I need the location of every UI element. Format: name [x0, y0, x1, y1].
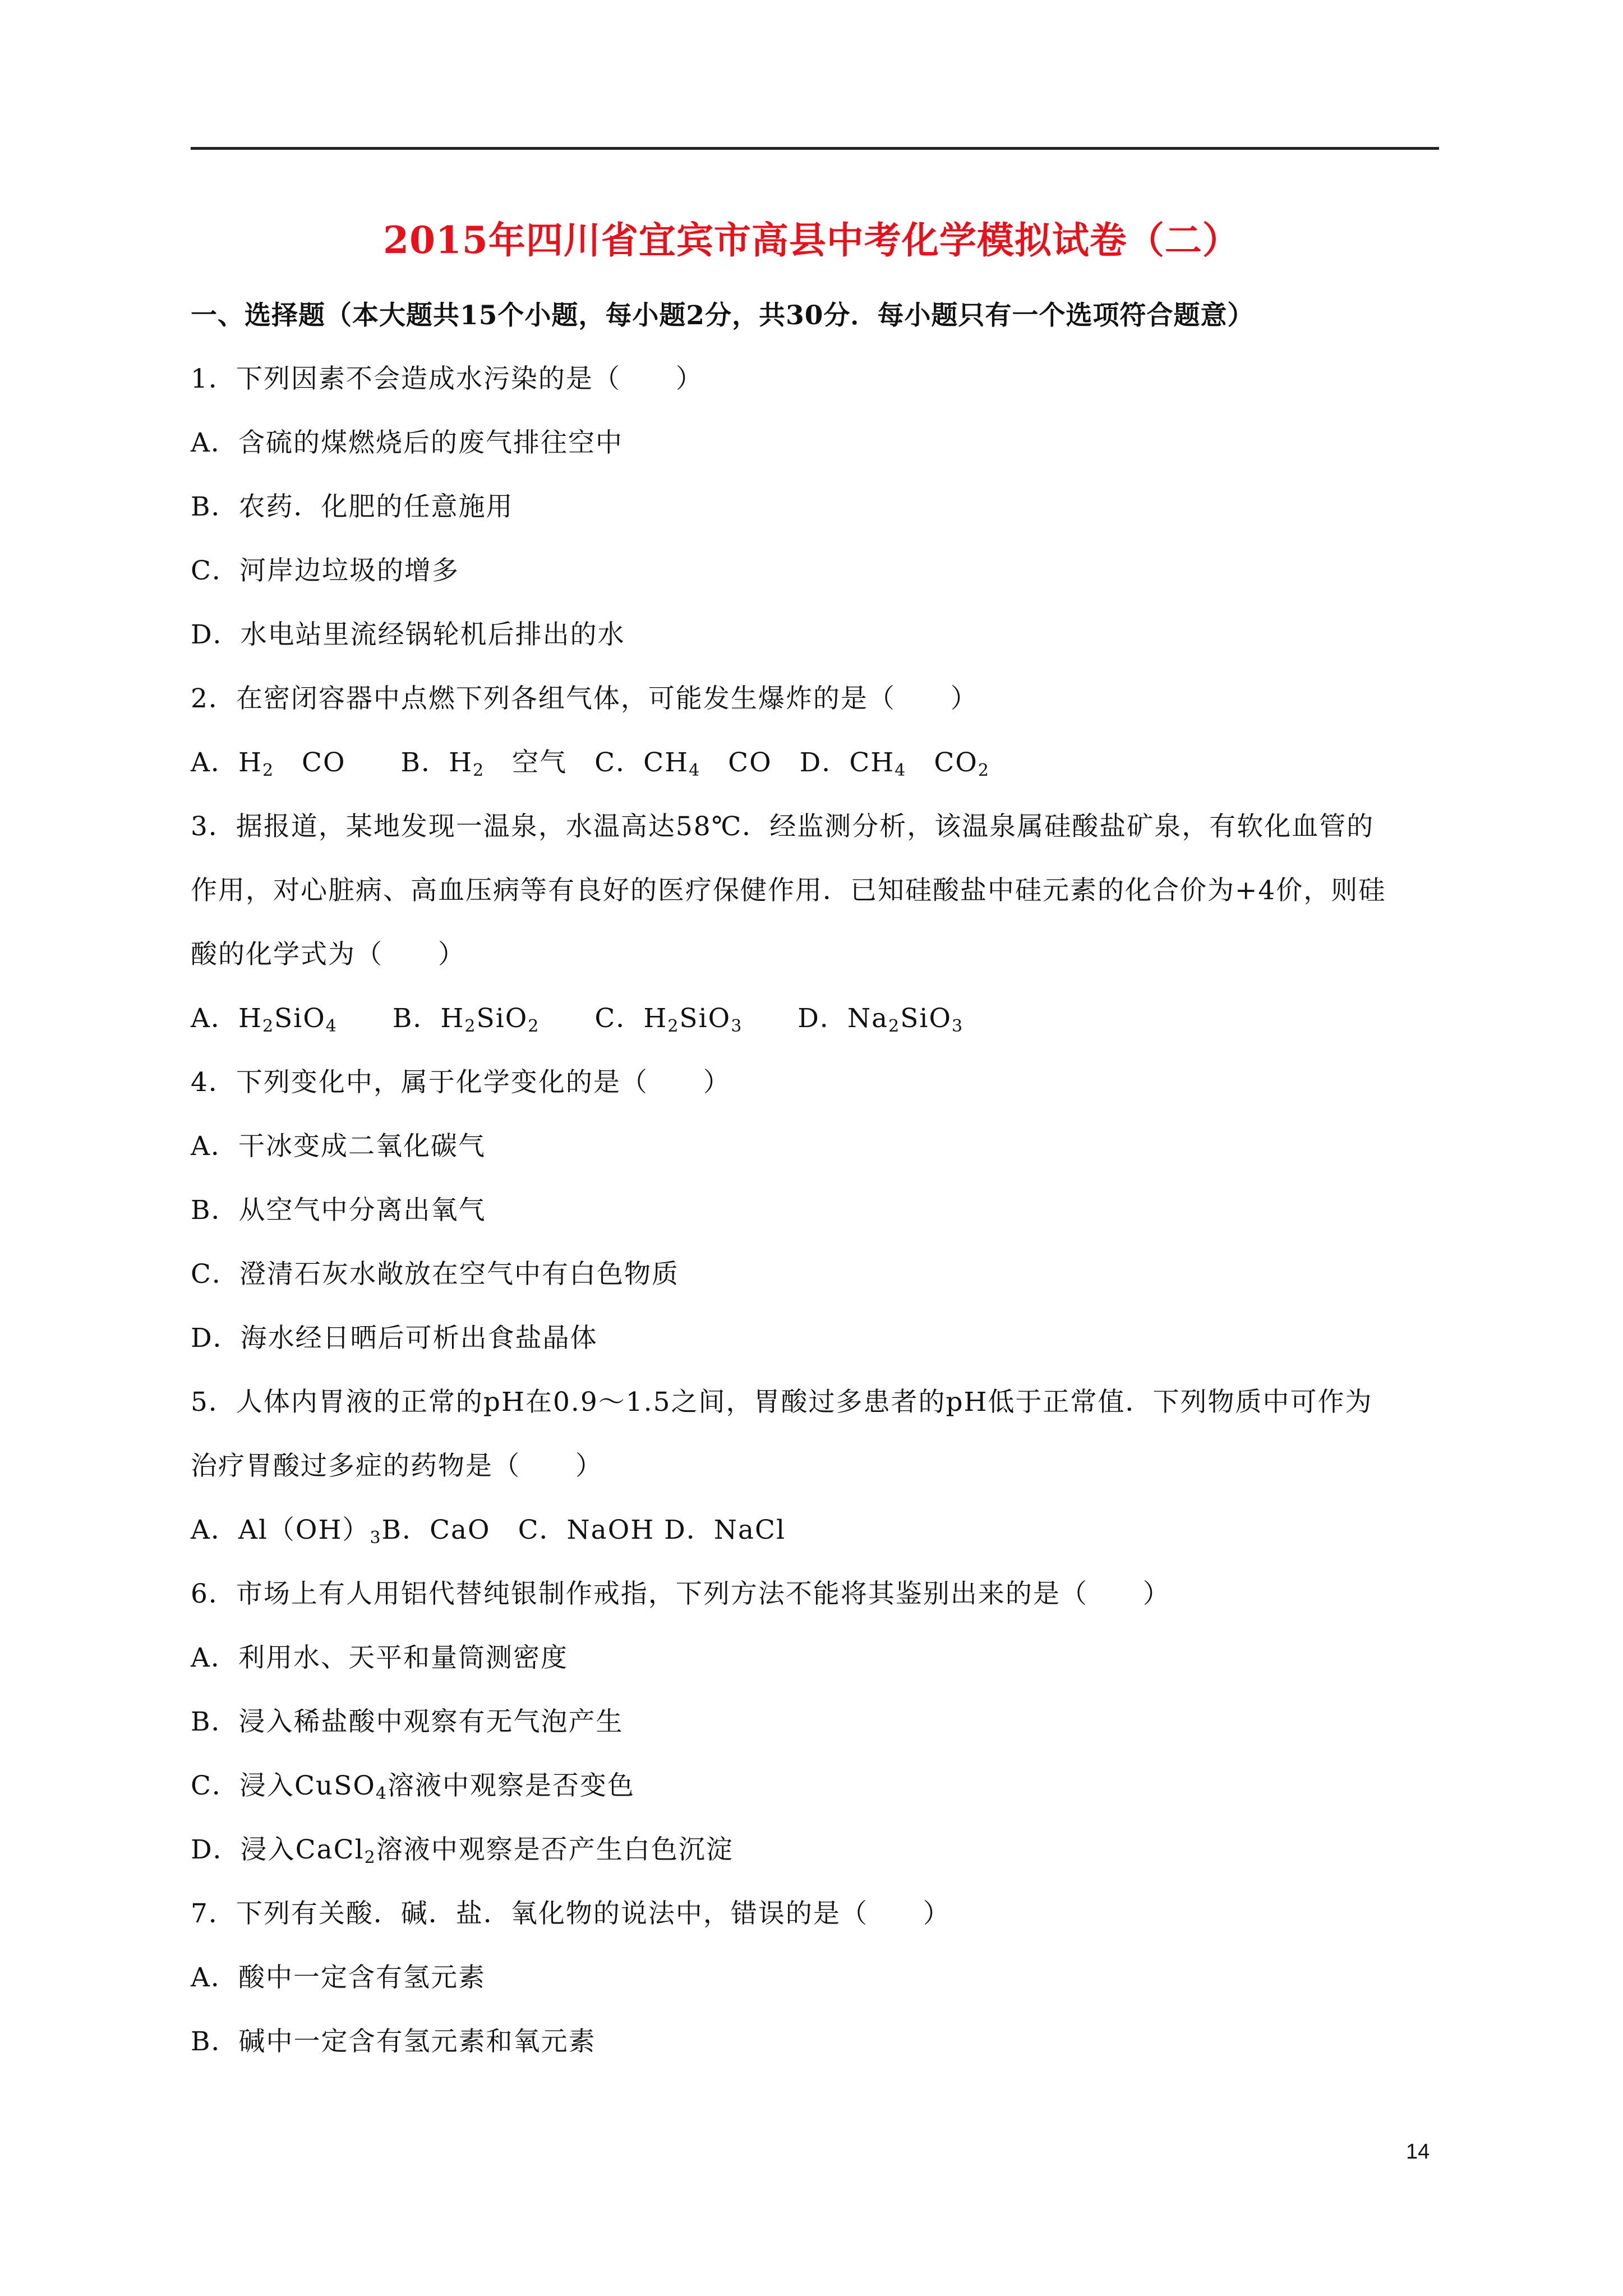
- question-6-stem: 6．市场上有人用铝代替纯银制作戒指，下列方法不能将其鉴别出来的是（ ）: [191, 1579, 1170, 1609]
- question-7-option-a: A．酸中一定含有氢元素: [191, 1962, 486, 1993]
- question-3-stem-line-2: 作用，对心脏病、高血压病等有良好的医疗保健作用．已知硅酸盐中硅元素的化合价为+4价，则硅: [191, 875, 1386, 906]
- question-3-options: A．$H_2SiO_4$ B．$H_2SiO_2$ C．$H_2SiO_3$ D．$Na_2SiO_3$: [191, 1003, 964, 1036]
- question-2-stem: 2．在密闭容器中点燃下列各组气体，可能发生爆炸的是（ ）: [191, 683, 978, 714]
- exam-title: 2015年四川省宜宾市高县中考化学模拟试卷（二）: [383, 218, 1240, 262]
- question-6-option-d: D．浸入CaCl$_2$溶液中观察是否产生白色沉淀: [191, 1834, 734, 1867]
- question-1-option-b: B．农药．化肥的任意施用: [191, 491, 514, 522]
- question-1-option-d: D．水电站里流经锅轮机后排出的水: [191, 619, 625, 650]
- question-3-stem-line-3: 酸的化学式为（ ）: [191, 939, 465, 970]
- section-heading: 一、选择题（本大题共15个小题，每小题2分，共30分．每小题只有一个选项符合题意）: [191, 300, 1255, 331]
- page-number: 14: [1406, 2140, 1430, 2164]
- question-1-option-c: C．河岸边垃圾的增多: [191, 555, 459, 586]
- question-6-option-a: A．利用水、天平和量筒测密度: [191, 1642, 568, 1673]
- question-5-stem-line-1: 5．人体内胃液的正常的pH在0.9～1.5之间，胃酸过多患者的pH低于正常值．下列物质中可作为: [191, 1387, 1373, 1418]
- header-rule: [191, 147, 1439, 150]
- question-5-options: A．$Al(OH)_3B$．CaO C．NaOH D．NaCl: [191, 1515, 786, 1548]
- question-6-option-b: B．浸入稀盐酸中观察有无气泡产生: [191, 1706, 624, 1737]
- question-1-stem: 1．下列因素不会造成水污染的是（ ）: [191, 364, 703, 394]
- question-4-option-c: C．澄清石灰水敞放在空气中有白色物质: [191, 1259, 679, 1290]
- question-5-stem-line-2: 治疗胃酸过多症的药物是（ ）: [191, 1451, 603, 1481]
- question-4-option-a: A．干冰变成二氧化碳气: [191, 1131, 486, 1162]
- question-4-option-d: D．海水经日晒后可析出食盐晶体: [191, 1323, 598, 1354]
- question-6-option-c: C．浸入CuSO$_4$溶液中观察是否变色: [191, 1770, 635, 1803]
- question-3-stem-line-1: 3．据报道，某地发现一温泉，水温高达58℃．经监测分析，该温泉属硅酸盐矿泉，有软化血管的: [191, 811, 1375, 842]
- question-4-option-b: B．从空气中分离出氧气: [191, 1195, 486, 1226]
- question-1-option-a: A．含硫的煤燃烧后的废气排往空中: [191, 427, 623, 458]
- question-7-option-b: B．碱中一定含有氢元素和氧元素: [191, 2026, 596, 2057]
- question-2-options: A．$H_2$ CO B．$H_2$ 空气 C．$CH_4$ CO D．$CH_4$ $CO_2$: [191, 747, 990, 780]
- question-7-stem: 7．下列有关酸．碱．盐．氧化物的说法中，错误的是（ ）: [191, 1898, 951, 1929]
- question-4-stem: 4．下列变化中，属于化学变化的是（ ）: [191, 1067, 731, 1098]
